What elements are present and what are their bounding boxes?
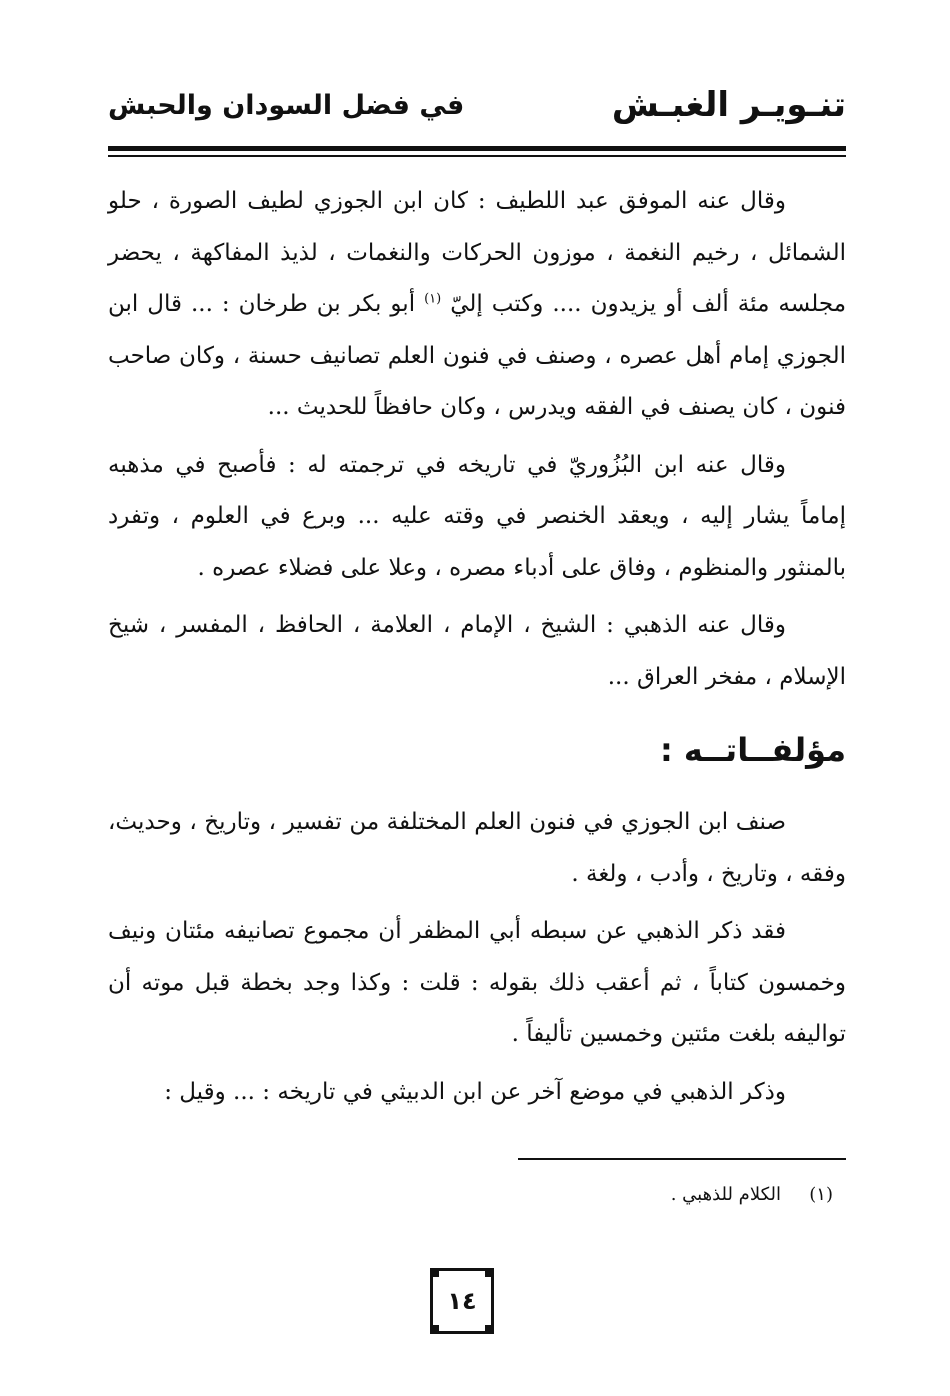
header-rule-thick xyxy=(108,146,846,151)
paragraph: فقد ذكر الذهبي عن سبطه أبي المظفر أن مجموع تصانيفه مئتان ونيف وخمسون كتاباً ، ثم أعقب ذلك بقوله : قلت : وكذا وجد بخطة قبل موته أن تواليفه بلغت مئتين وخمسين تأليفاً . xyxy=(108,918,846,1047)
paragraph xyxy=(108,176,846,434)
page-number: ١٤ xyxy=(447,1287,477,1315)
header-rule-thin xyxy=(108,155,846,157)
corner-ornament xyxy=(430,1268,439,1277)
paragraph: وقال عنه ابن البُزُوريّ في تاريخه في ترجمته له : فأصبح في مذهبه إماماً يشار إليه ، ويعقد الخنصر في وقته عليه ... وبرع في العلوم ، وتفرد بالمنثور والمنظوم ، وفاق على أدباء مصره ، وعلا على فضلاء عصره . xyxy=(108,451,846,581)
page-number-box xyxy=(430,1268,494,1334)
footnote-separator xyxy=(518,1158,846,1160)
footnote-number: (١) xyxy=(809,1184,833,1205)
paragraph: وذكر الذهبي في موضع آخر عن ابن الدبيثي في تاريخه : ... وقيل : xyxy=(164,1078,786,1105)
corner-ornament xyxy=(485,1325,494,1334)
footnote-text: الكلام للذهبي . xyxy=(670,1184,781,1205)
paragraph-text: وقال عنه الموفق عبد اللطيف : كان ابن الجوزي لطيف الصورة ، حلو الشمائل ، رخيم النغمة ، موزون الحركات والنغمات ، لذيذ المفاكهة ، يحضر مجلسه مئة ألف أو يزيدون .... وكتب إليّ xyxy=(108,188,847,317)
footnote xyxy=(108,1180,833,1210)
book-title: تنـويـر الغبـش xyxy=(611,85,846,125)
book-subtitle: في فضل السودان والحبش xyxy=(108,90,465,121)
corner-ornament xyxy=(485,1268,494,1277)
running-header xyxy=(108,80,846,140)
paragraph: صنف ابن الجوزي في فنون العلم المختلفة من تفسير ، وتاريخ ، وحديث، وفقه ، وتاريخ ، وأدب ، ولغة . xyxy=(108,809,846,887)
paragraph: وقال عنه الذهبي : الشيخ ، الإمام ، العلامة ، الحافظ ، المفسر ، شيخ الإسلام ، مفخر العراق ... xyxy=(108,612,846,690)
paragraph-text: أبو بكر بن طرخان : ... قال ابن الجوزي إمام أهل عصره ، وصنف في فنون العلم تصانيف حسنة ، وكان صاحب فنون ، كان يصنف في الفقه ويدرس ، وكان حافظاً للحديث ... xyxy=(108,291,846,420)
footnote-reference: (١) xyxy=(424,291,442,307)
section-heading: مؤلفــاتــه : xyxy=(659,731,846,769)
corner-ornament xyxy=(430,1325,439,1334)
main-text xyxy=(108,176,846,1124)
